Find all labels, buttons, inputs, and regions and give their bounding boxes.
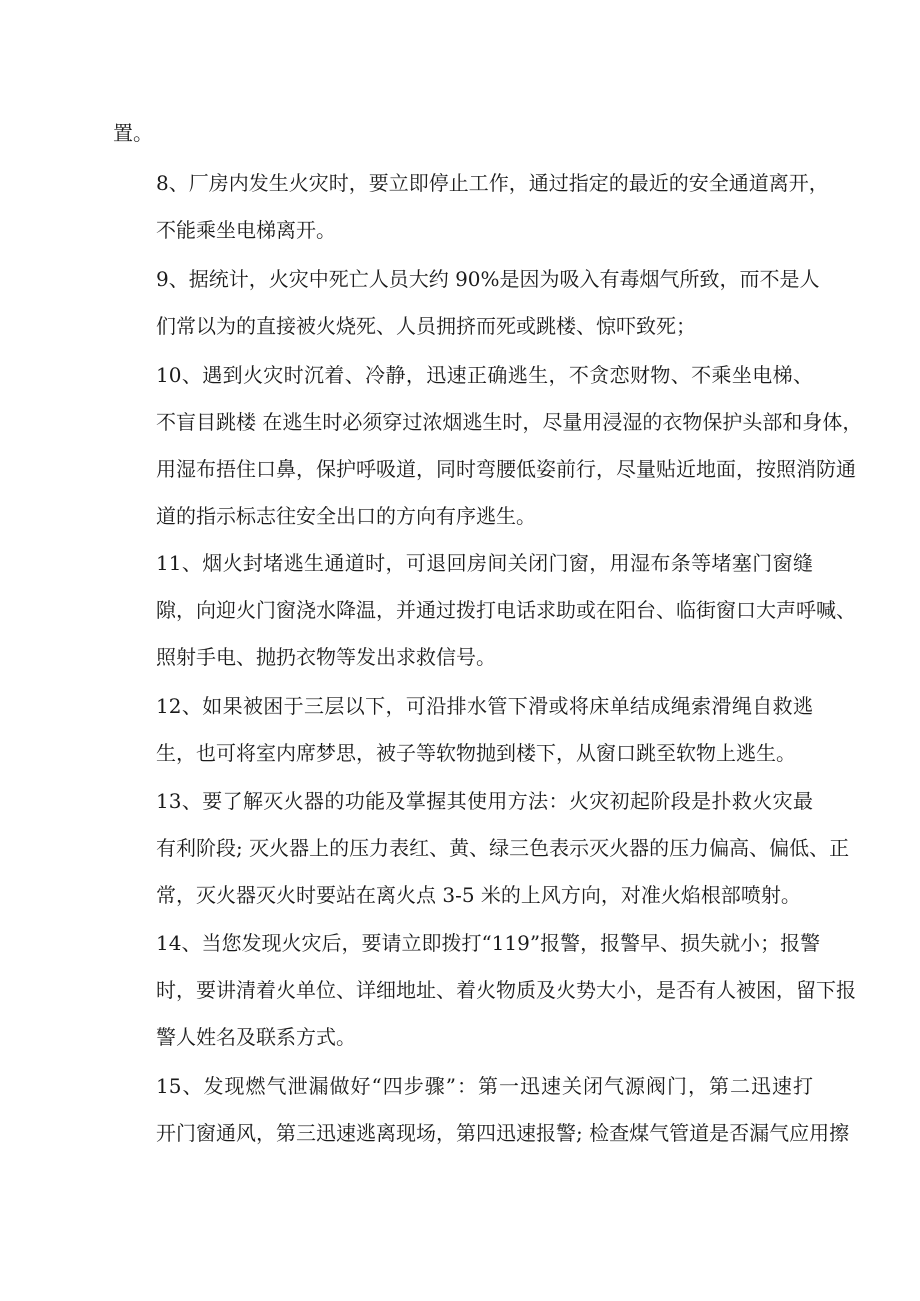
text-line: 11、烟火封堵逃生通道时，可退回房间关闭门窗，用湿布条等堵塞门窗缝 bbox=[156, 551, 813, 575]
text-line: 有利阶段; 灭火器上的压力表红、黄、绿三色表示灭火器的压力偏高、偏低、正 bbox=[156, 836, 850, 860]
text-line: 15、发现燃气泄漏做好“四步骤”：第一迅速关闭气源阀门，第二迅速打 bbox=[156, 1074, 813, 1098]
paragraph-item-15 bbox=[113, 1063, 850, 1157]
text-line: 用湿布捂住口鼻，保护呼吸道，同时弯腰低姿前行，尽量贴近地面，按照消防通 bbox=[156, 457, 856, 481]
paragraph-item-11 bbox=[113, 540, 856, 681]
paragraph-item-10 bbox=[113, 352, 863, 540]
text-line: 13、要了解灭火器的功能及掌握其使用方法：火灾初起阶段是扑救火灾最 bbox=[156, 789, 813, 813]
text-line: 照射手电、抛扔衣物等发出求救信号。 bbox=[156, 645, 496, 669]
text-line: 置。 bbox=[113, 121, 153, 145]
text-line: 时，要讲清着火单位、详细地址、着火物质及火势大小，是否有人被困，留下报 bbox=[156, 978, 856, 1002]
text-line: 9、据统计，火灾中死亡人员大约 90%是因为吸入有毒烟气所致，而不是人 bbox=[156, 267, 820, 291]
text-line: 隙，向迎火门窗浇水降温，并通过拨打电话求助或在阳台、临街窗口大声呼喊、 bbox=[156, 598, 856, 622]
text-line: 道的指示标志往安全出口的方向有序逃生。 bbox=[156, 504, 536, 528]
text-line: 们常以为的直接被火烧死、人员拥挤而死或跳楼、惊吓致死； bbox=[156, 314, 696, 338]
paragraph-item-8 bbox=[113, 160, 829, 254]
text-line: 12、如果被困于三层以下，可沿排水管下滑或将床单结成绳索滑绳自救逃 bbox=[156, 694, 813, 718]
paragraph-item-13 bbox=[113, 778, 850, 919]
text-line: 开门窗通风，第三迅速逃离现场，第四迅速报警; 检查煤气管道是否漏气应用擦 bbox=[156, 1121, 850, 1145]
paragraph-item-12 bbox=[113, 683, 813, 777]
text-line: 常，灭火器灭火时要站在离火点 3-5 米的上风方向，对准火焰根部喷射。 bbox=[156, 883, 801, 907]
text-line: 10、遇到火灾时沉着、冷静，迅速正确逃生，不贪恋财物、不乘坐电梯、 bbox=[156, 363, 813, 387]
paragraph-item-9 bbox=[113, 256, 820, 350]
text-line: 8、厂房内发生火灾时，要立即停止工作，通过指定的最近的安全通道离开， bbox=[156, 171, 829, 195]
paragraph-item-14 bbox=[113, 920, 856, 1061]
text-line: 警人姓名及联系方式。 bbox=[156, 1025, 356, 1049]
text-line: 14、当您发现火灾后，要请立即拨打“119”报警，报警早、损失就小；报警 bbox=[156, 931, 821, 955]
text-line: 不能乘坐电梯离开。 bbox=[156, 218, 336, 242]
text-line: 不盲目跳楼 在逃生时必须穿过浓烟逃生时，尽量用浸湿的衣物保护头部和身体， bbox=[156, 410, 863, 434]
text-line: 生，也可将室内席梦思，被子等软物抛到楼下，从窗口跳至软物上逃生。 bbox=[156, 741, 796, 765]
paragraph-continuation bbox=[113, 110, 813, 157]
